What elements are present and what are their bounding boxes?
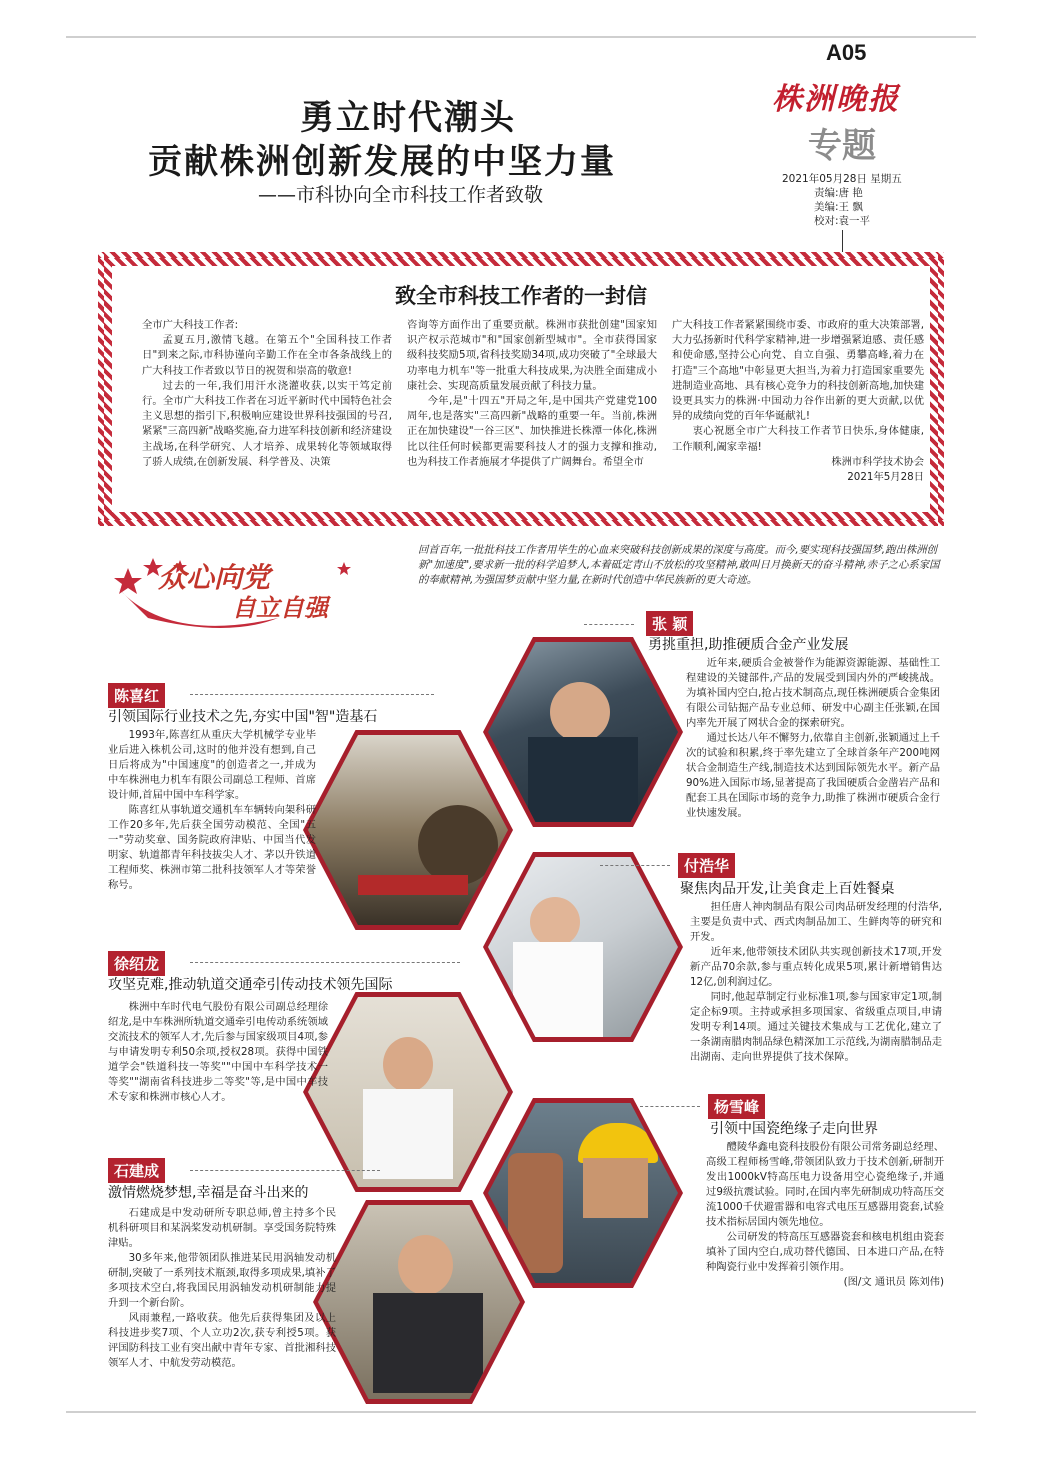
photo-credit: (图/文 通讯员 陈刘伟) — [843, 1276, 944, 1288]
profile-paragraph: 通过长达八年不懈努力,依靠自主创新,张颖通过上千次的试验和积累,终于率先建立了全球首条年产200吨网状合金制造生产线,制造技术达到国际领先水平。新产品90%进入国际市场,显著提高了我国硬质合金凿岩产品和配套工具在国际市场的竞争力,助推了株洲市硬质合金行业快速发展。 — [686, 732, 940, 819]
profile-headline: 聚焦肉品开发,让美食走上百姓餐桌 — [680, 881, 895, 897]
profile-paragraph: 近年来,他带领技术团队共实现创新技术17项,开发新产品70余款,参与重点转化成果5项,累计新增销售达12亿,创利润过亿。 — [690, 946, 942, 988]
name-tag: 徐绍龙 — [108, 951, 165, 976]
letter-paragraph: 今年,是"十四五"开局之年,是中国共产党建党100周年,也是落实"三高四新"战略的重要一年。当前,株洲正在加快建设"一谷三区"、加快推进长株潭一体化,株洲比以往任何时候都更需要科技人才的强力支撑和推动,也为科技工作者施展才华提供了广阔舞台。希望全市 — [407, 395, 657, 468]
name-tag: 陈喜红 — [108, 683, 165, 708]
leader-line — [190, 1170, 380, 1171]
letter-salutation: 全市广大科技工作者: — [142, 319, 239, 331]
profile-paragraph: 担任唐人神肉制品有限公司肉品研发经理的付浩华,主要是负责中式、西式肉制品加工、生鲜肉等的研究和开发。 — [690, 901, 942, 943]
white-shirt — [363, 1089, 453, 1179]
banner-line-1: 众心向党 — [158, 561, 271, 594]
headline-line-1: 勇立时代潮头 — [300, 98, 516, 138]
profile-headline: 引领中国瓷绝缘子走向世界 — [710, 1121, 878, 1137]
leader-line — [190, 694, 434, 695]
profile-paragraph: 风雨兼程,一路收获。他先后获得集团及以上科技进步奖7项、个人立功2次,获专利授5项。获评国防科技工业有突出献中青年专家、首批湘科技领军人才、中航发劳动模范。 — [108, 1312, 336, 1369]
page-number: A05 — [826, 40, 867, 65]
profile-headline: 攻坚克难,推动轨道交通牵引传动技术领先国际 — [108, 977, 393, 993]
proofreader-credit: 校对:袁一平 — [814, 215, 871, 227]
star-icon — [114, 568, 142, 594]
open-letter-box — [98, 252, 944, 526]
name-tag: 付浩华 — [678, 853, 735, 878]
profile-paragraph: 同时,他起草制定行业标准1项,参与国家审定1项,制定企标9项。主持或承担多项国家、省级重点项目,申请发明专利14项。通过关键技术集成与工艺优化,建立了一条湖南腊肉制品绿色精深加工示范线,为湖南腊制品走出湖南、走向世界提供了技术保障。 — [690, 991, 942, 1063]
profile-body — [108, 728, 316, 893]
profile-body — [686, 656, 940, 821]
star-icon — [337, 562, 351, 575]
letter-column-1 — [142, 318, 392, 470]
profile-paragraph: 1993年,陈喜红从重庆大学机械学专业毕业后进入株机公司,这时的他并没有想到,自己日后将成为"中国速度"的创造者之一,并成为中车株洲电力机车有限公司副总工程师、首席设计师,首届中国中车科学家。 — [108, 729, 316, 801]
profile-paragraph: 醴陵华鑫电瓷科技股份有限公司常务副总经理、高级工程师杨雪峰,带领团队致力于技术创新,研制开发出1000kV特高压电力设备用空心瓷绝缘子,并通过9级抗震试验。同时,在国内率先研制成功特高压交流1000千伏避雷器和电容式电压互感器用瓷套,试验技术指标居国内领先地位。 — [706, 1141, 944, 1228]
letter-column-2 — [407, 318, 657, 470]
letter-paragraph: 衷心祝愿全市广大科技工作者节日快乐,身体健康,工作顺利,阖家幸福! — [672, 425, 924, 453]
leader-line — [600, 865, 670, 866]
name-tag: 杨雪峰 — [708, 1094, 765, 1119]
letter-paragraph: 咨询等方面作出了重要贡献。株洲市获批创建"国家知识产权示范城市"和"国家创新型城市"。全市获得国家级科技奖励5项,省科技奖励34项,成功突破了"全球最大功率电力机车"等一批重大科技成果,为决胜全面建成小康社会、实现高质量发展贡献了科技力量。 — [407, 319, 657, 392]
profile-paragraph: 公司研发的特高压互感器瓷套和核电机组由瓷套填补了国内空白,成功替代德国、日本进口产品,在特种陶瓷行业中发挥着引领作用。 — [706, 1231, 944, 1273]
profile-body — [690, 900, 942, 1065]
letter-title: 致全市科技工作者的一封信 — [395, 284, 647, 308]
banner-line-2: 自立自强 — [232, 593, 328, 622]
leader-line — [640, 1106, 700, 1107]
letter-column-3 — [672, 318, 924, 485]
bottom-rule — [66, 1411, 976, 1413]
leader-line — [190, 962, 460, 963]
profile-body — [108, 1206, 336, 1371]
profile-paragraph: 30多年来,他带领团队推进某民用涡轴发动机研制,突破了一系列技术瓶颈,取得多项成果,填补了多项技术空白,将我国民用涡轴发动机研制能力提升到一个新台阶。 — [108, 1252, 336, 1309]
letter-paragraph: 广大科技工作者紧紧围绕市委、市政府的重大决策部署,大力弘扬新时代科学家精神,进一步增强紧迫感、责任感和使命感,坚持公心向党、自立自强、勇攀高峰,着力在打造"三个高地"中彰显更大担当,为着力打造国家重要先进制造业高地、具有核心竞争力的科技创新高地,加快建设更具实力的株洲·中国动力谷作出新的更大贡献,以优异的成绩向党的百年华诞献礼! — [672, 319, 924, 423]
letter-paragraph: 过去的一年,我们用汗水浇灌收获,以实干笃定前行。全市广大科技工作者在习近平新时代中国特色社会主义思想的指引下,积极响应建设世界科技强国的号召,紧紧"三高四新"战略奖施,奋力进军科技创新和经济建设主战场,在科学研究、人才培养、成果转化等领域取得了骄人成绩,在创新发展、科学普及、决策 — [142, 379, 392, 468]
name-tag: 石建成 — [108, 1158, 165, 1183]
newspaper-logo: 株洲晚报 — [772, 82, 900, 117]
profile-headline: 引领国际行业技术之先,夯实中国"智"造基石 — [108, 709, 378, 725]
date-line: 2021年05月28日 星期五 — [782, 173, 902, 185]
leader-line — [584, 624, 634, 625]
machine-part — [358, 875, 468, 895]
person-face — [583, 1158, 648, 1218]
feature-intro: 回首百年,一批批科技工作者用毕生的心血来突破科技创新成果的深度与高度。而今,要实现科技强国梦,跑出株洲创新"加速度",要求新一批的科学追梦人,本着砥定青山不放松的攻坚精神,敢叫日月换新天的奋斗精神,赤子之心系家国的奉献精神,为强国梦贡献中坚力量,在新时代创造中华民族新的更大奇迹。 — [418, 544, 940, 586]
person-face — [550, 682, 610, 742]
letter-signature: 株洲市科学技术协会 — [831, 455, 924, 468]
top-rule — [66, 36, 976, 38]
profile-paragraph: 石建成是中发动研所专职总师,曾主持多个民机科研项目和某涡桨发动机研制。享受国务院特殊津贴。 — [108, 1207, 336, 1249]
profile-body — [108, 1000, 328, 1105]
profile-paragraph: 株洲中车时代电气股份有限公司副总经理徐绍龙,是中车株洲所轨道交通牵引电传动系统领域交流技术的领军人才,先后参与国家级项目4项,参与申请发明专利50余项,授权28项。获得中国铁道学会"铁道科技一等奖""中国中车科学技术一等奖""湖南省科技进步二等奖"等,是中国中车技术专家和株洲市核心人才。 — [108, 1001, 328, 1103]
profile-headline: 激情燃烧梦想,幸福是奋斗出来的 — [108, 1185, 309, 1201]
profile-paragraph: 陈喜红从事轨道交通机车车辆转向架科研工作20多年,先后获全国劳动模范、全国"五一"劳动奖章、国务院政府津贴、中国当代发明家、轨道都青年科技拔尖人才、茅以升铁道工程师奖、株洲市第二批科技领军人才等荣誉称号。 — [108, 804, 316, 891]
profile-body — [706, 1140, 944, 1290]
profile-paragraph: 近年来,硬质合金被誉作为能源资源能源、基础性工程建设的关键部件,产品的发展受到国内外的严峻挑战。为填补国内空白,抢占技术制高点,现任株洲硬质合金集团有限公司钻掘产品专业总师、研发中心副主任张颖,在国内率先开展了网状合金的探索研究。 — [686, 657, 940, 729]
dark-suit — [373, 1293, 483, 1393]
person-face — [398, 1235, 453, 1295]
name-tag: 张 颖 — [646, 611, 693, 636]
headline-line-2: 贡献株洲创新发展的中坚力量 — [148, 142, 616, 182]
section-title: 专题 — [808, 126, 876, 166]
editor-credit: 责编:唐 艳 — [814, 187, 863, 199]
letter-paragraph: 孟夏五月,激情飞越。在第五个"全国科技工作者日"到来之际,市科协谨向辛勤工作在全市各条战线上的广大科技工作者致以节日的祝贺和崇高的敬意! — [142, 334, 392, 377]
person-face — [383, 1037, 433, 1092]
letter-date: 2021年5月28日 — [847, 471, 924, 484]
person-body — [528, 737, 638, 827]
profile-headline: 勇挑重担,助推硬质合金产业发展 — [648, 637, 849, 653]
person-face — [530, 897, 580, 947]
headline-subtitle: ——市科协向全市科技工作者致敬 — [258, 184, 544, 206]
designer-credit: 美编:王 飘 — [814, 201, 863, 213]
